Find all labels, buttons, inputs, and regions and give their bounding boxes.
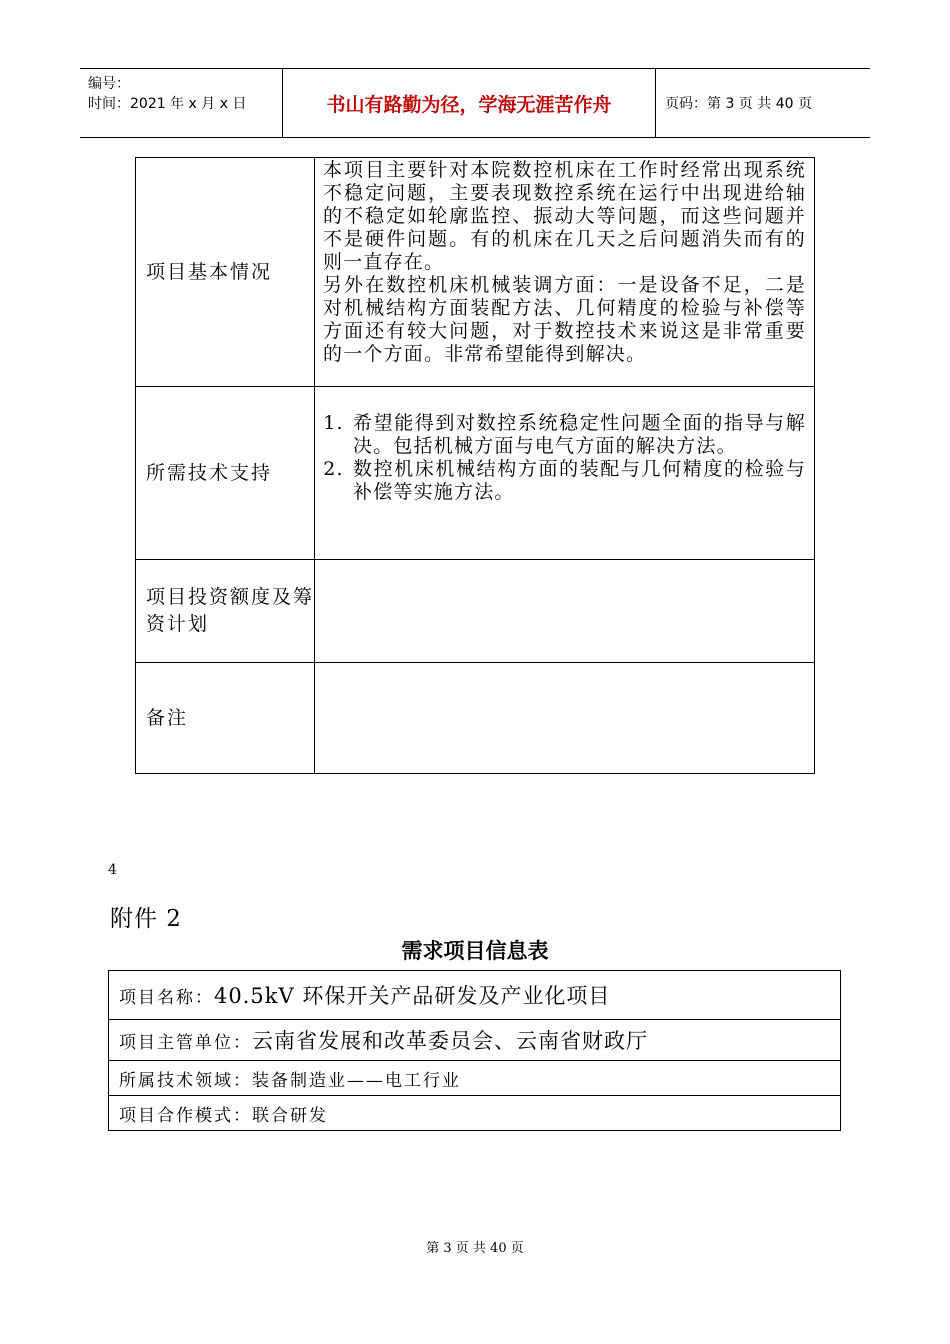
table-row [109,1020,841,1061]
field-cell [109,1061,841,1096]
row-content-remarks [315,663,815,774]
header-page-info: 页码：第 3 页 共 40 页 [665,96,812,112]
row-label-support: 所需技术支持 [136,387,315,560]
table-row [136,387,815,560]
table-row [136,560,815,663]
row-content-investment [315,560,815,663]
project-name-value: 40.5kV 环保开关产品研发及产业化项目 [214,984,611,1008]
table-row [109,971,841,1020]
doc-number-label: 编号： [88,76,130,92]
attachment-label: 附件 2 [110,906,182,932]
mode-cell [109,1096,841,1131]
mode-label: 项目合作模式： [119,1105,252,1126]
paragraph: 本项目主要针对本院数控机床在工作时经常出现系统不稳定问题，主要表现数控系统在运行中出现进给轴的不稳定如轮廓监控、振动大等问题，而这些问题并不是硬件问题。有的机床在几天之后问题消失而有的则一直存在。 [323,159,806,273]
field-label: 所属技术领域： [119,1070,252,1091]
table-row [136,158,815,387]
table-row [109,1096,841,1131]
project-name-cell [109,971,841,1020]
demand-table-title: 需求项目信息表 [401,939,549,963]
row-label-remarks: 备注 [136,663,315,774]
mode-value: 联合研发 [252,1105,328,1126]
table-row [136,663,815,774]
dept-label: 项目主管单位： [119,1033,252,1053]
page-header [80,68,870,138]
demand-info-table [108,970,841,1131]
field-value: 装备制造业——电工行业 [252,1070,461,1091]
table-row [109,1061,841,1096]
dept-cell [109,1020,841,1061]
dept-value: 云南省发展和改革委员会、云南省财政厅 [252,1029,648,1053]
header-motto: 书山有路勤为径，学海无涯苦作舟 [326,93,612,116]
row-label-investment: 项目投资额度及筹资计划 [136,560,315,663]
header-motto-cell [282,69,656,137]
project-name-label: 项目名称： [119,988,214,1008]
paragraph: 另外在数控机床机械装调方面：一是设备不足，二是对机械结构方面装配方法、几何精度的检验与补偿等方面还有较大问题，对于数控技术来说这是非常重要的一个方面。非常希望能得到解决。 [323,274,806,365]
support-list [323,412,806,504]
row-content-support [315,387,815,560]
row-label-basic: 项目基本情况 [136,158,315,387]
list-item: 1. 希望能得到对数控系统稳定性问题全面的指导与解决。包括机械方面与电气方面的解决方法。 [351,412,806,458]
header-meta [80,69,282,137]
page-marker: 4 [108,862,117,878]
row-content-basic [315,158,815,387]
page-footer: 第 3 页 共 40 页 [426,1241,524,1256]
project-info-table [135,157,815,774]
doc-date: 时间：2021 年 x 月 x 日 [88,96,247,112]
list-item: 2. 数控机床机械结构方面的装配与几何精度的检验与补偿等实施方法。 [351,458,806,504]
